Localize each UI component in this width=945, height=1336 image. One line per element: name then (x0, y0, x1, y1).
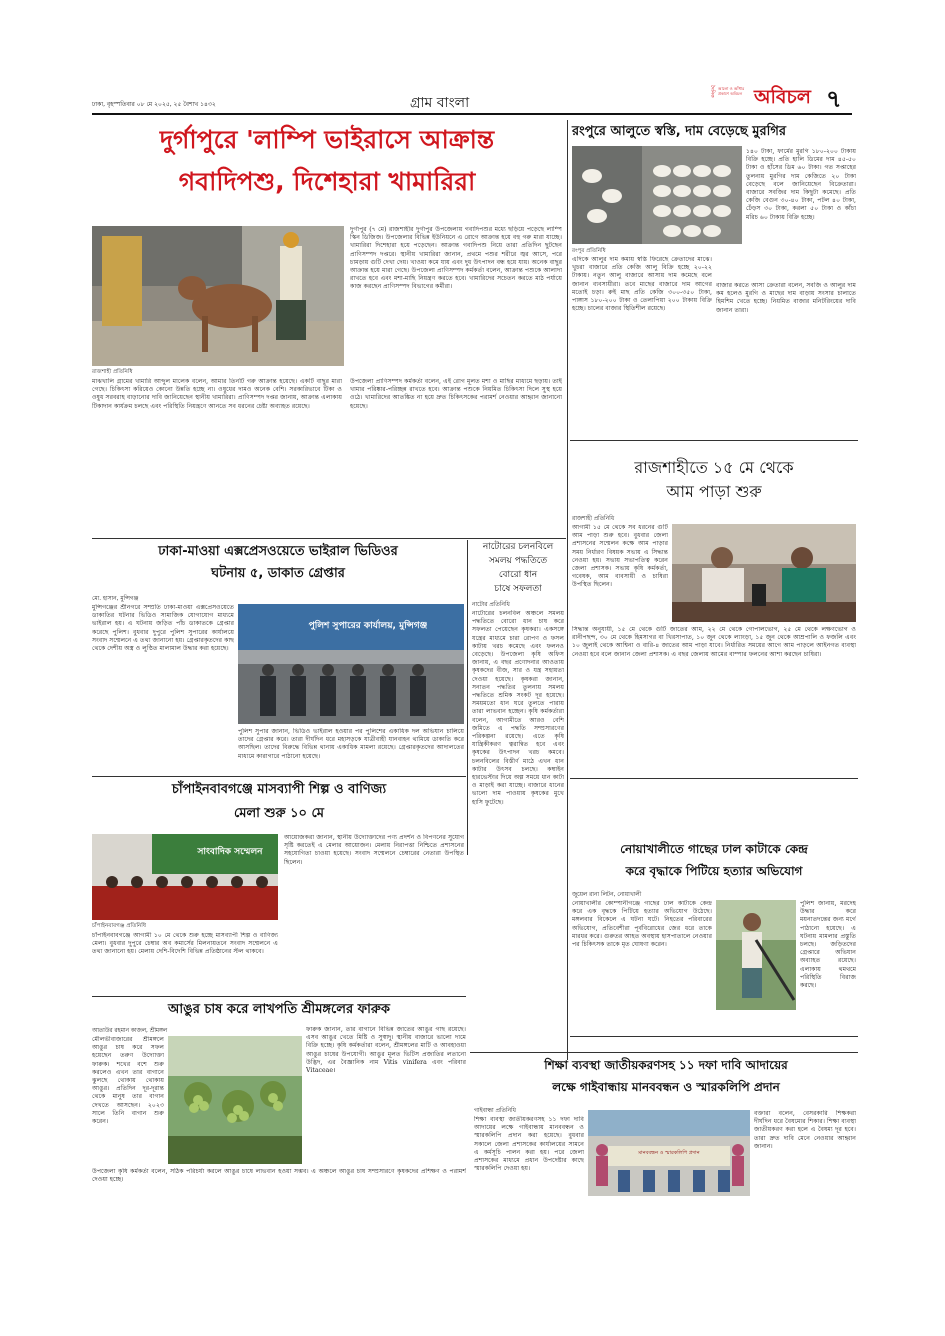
header-section-title: গ্রাম বাংলা (410, 95, 470, 111)
noakhali-body-right: পুলিশ জানায়, মরদেহ উদ্ধার করে ময়নাতদন্তের জন্য মর্গে পাঠানো হয়েছে। এ ঘটনায় মামলার প্রস্তুতি চলছে। জড়িতদের গ্রেপ্তারে অভিযান অব্যাহত রয়েছে। এলাকায় থমথমে পরিস্থিতি বিরাজ করছে। (800, 900, 856, 990)
lead-photo-credit: রাজশাহী প্রতিনিধি (92, 369, 133, 375)
noakhali-body-left: নোয়াখালীর কোম্পানীগঞ্জে গাছের ঢাল কাটাকে কেন্দ্র করে এক বৃদ্ধকে পিটিয়ে হত্যার অভিযোগ উঠেছে। মঙ্গলবার বিকেলে এ ঘটনা ঘটে। নিহতের পরিবারের অভিযোগ, প্রতিবেশীরা পূর্ববিরোধের জের ধরে তাকে মারধর করে। গুরুতর আহত অবস্থায় হাসপাতালে নেওয়ার পর চিকিৎসক তাকে মৃত ঘোষণা করেন। (572, 900, 712, 949)
noakhali-credit: জুয়েল রানা লিটন, নোয়াখালী (572, 892, 642, 898)
rangpur-body-right: বাজার করতে আসা ক্রেতারা বলেন, সবজি ও আলুর দাম কম হলেও মুরগি ও মাছের দাম বাড়ায় সংসার চালাতে হিমশিম খেতে হচ্ছে। নিয়মিত বাজার মনিটরিংয়ের দাবি জানান তারা। (716, 282, 856, 314)
education-body-right: বক্তারা বলেন, বেসরকারি শিক্ষকরা দীর্ঘদিন ধরে বৈষম্যের শিকার। শিক্ষা ব্যবস্থা জাতীয়করণ করা হলে এ বৈষম্য দূর হবে। তারা দ্রুত দাবি মেনে নেওয়ার আহ্বান জানান। (754, 1110, 856, 1150)
rajshahi-photo-meeting (672, 524, 856, 622)
header-dateline: ঢাকা, বৃহস্পতিবার ০৮ মে ২০২৫, ২৫ বৈশাখ ১৪৩২ (92, 101, 216, 108)
education-photo-human-chain (588, 1110, 750, 1196)
noakhali-headline-line-2: করে বৃদ্ধাকে পিটিয়ে হত্যার অভিযোগ (625, 864, 803, 878)
logo-tag: আলো ও আঁধার প্রকাশে অবিচল (718, 86, 745, 96)
grape-body-bottom: উপজেলা কৃষি কর্মকর্তা বলেন, সঠিক পরিচর্যা করলে আঙুর চাষে লাভবান হওয়া সম্ভব। এ অঞ্চলে আঙুর চাষ সম্প্রসারণে কৃষকদের প্রশিক্ষণ ও পরামর্শ দেওয়া হচ্ছে। (92, 1168, 466, 1184)
dhaka-mawa-body-right: পুলিশ সুপার জানান, ভিডিও ভাইরাল হওয়ার পর পুলিশের একাধিক দল অভিযান চালিয়ে তাদের গ্রেপ্তার করে। তারা দীর্ঘদিন ধরে মহাসড়কে যাত্রীবাহী যানবাহন থামিয়ে ডাকাতি করে আসছিল। তাদের বিরুদ্ধে বিভিন্ন থানায় একাধিক মামলা রয়েছে। গ্রেপ্তারকৃতদের আদালতের মাধ্যমে কারাগারে পাঠানো হয়েছে। (238, 728, 464, 760)
grape-body-right: ফারুক জানান, তার বাগানে বিভিন্ন জাতের আঙুর গাছ রয়েছে। এসব আঙুর খেতে মিষ্টি ও সুস্বাদু। স্থানীয় বাজারে ভালো দামে বিক্রি হচ্ছে। কৃষি কর্মকর্তারা বলেন, শ্রীমঙ্গলের মাটি ও আবহাওয়া আঙুর চাষের উপযোগী। আঙুর মূলত ভিটিস প্রজাতির লতানো উদ্ভিদ, এর বৈজ্ঞানিক নাম Vitis vinifera এবং পরিবার Vitaceae। (306, 1026, 466, 1075)
grape-photo-vine (168, 1036, 302, 1164)
natore-headline-3: বোরো ধান (498, 570, 538, 580)
lead-body-right: দুর্গাপুর (৭ মে) রাজশাহীর দুর্গাপুর উপজেলায় গবাদিপশুর মধ্যে ছড়িয়ে পড়েছে লাম্পি স্কিন ডিজিজ। উপজেলার বিভিন্ন ইউনিয়নে এ রোগে আক্রান্ত হয়ে বহু গরু মারা যাচ্ছে। খামারিরা দিশেহারা হয়ে পড়েছেন। আক্রান্ত গবাদিপশু নিয়ে তারা প্রতিদিন ছুটছেন প্রাণিসম্পদ দপ্তরে। স্থানীয় খামারিরা জানান, প্রথমে পশুর শরীরে জ্বর আসে, পরে চামড়ায় গুটি দেখা দেয়। খাওয়া কমে যায় এবং দুধ উৎপাদন বন্ধ হয়ে যায়। অনেক বাছুর আক্রান্ত হয়ে মারা গেছে। উপজেলা প্রাণিসম্পদ কর্মকর্তা বলেন, আক্রান্ত পশুকে আলাদা রাখতে হবে এবং মশা-মাছি নিয়ন্ত্রণ করতে হবে। খামারিদের সচেতন করতে মাঠ পর্যায়ে কাজ করছেন প্রাণিসম্পদ বিভাগের কর্মীরা। (350, 226, 562, 291)
vertical-rule-main (567, 120, 568, 1060)
human-chain-banner: মানববন্ধন ও স্মারকলিপি প্রদান (638, 1150, 700, 1156)
rule-under-noakhali (570, 1036, 858, 1037)
rule-under-rangpur (570, 440, 858, 441)
dhaka-mawa-photo-arrested (238, 604, 464, 724)
grape-body-left: মৌলভীবাজারের শ্রীমঙ্গলে আঙুর চাষ করে সফল হয়েছেন তরুণ উদ্যোক্তা ফারুক। শখের বশে শুরু করলেও এখন তার বাগানে ঝুলছে থোকায় থোকায় আঙুর। প্রতিদিন দূর-দূরান্ত থেকে মানুষ তার বাগান দেখতে আসছেন। ২০২৩ সালে তিনি বাগান শুরু করেন। (92, 1036, 164, 1126)
header-rule (92, 113, 852, 115)
natore-headline-2: সমলয় পদ্ধতিতে (488, 556, 548, 566)
dhaka-mawa-body-left: মুন্সিগঞ্জের শ্রীনগরে সম্প্রতি ঢাকা-মাওয়া এক্সপ্রেসওয়েতে ডাকাতির ঘটনার ভিডিও সামাজিক যোগাযোগ মাধ্যমে ভাইরাল হয়। এ ঘটনায় জড়িত পাঁচ ডাকাতকে গ্রেপ্তার করেছে পুলিশ। বুধবার দুপুরে পুলিশ সুপারের কার্যালয়ে সংবাদ সম্মেলনে এ তথ্য জানানো হয়। গ্রেপ্তারকৃতদের কাছ থেকে দেশীয় অস্ত্র ও লুণ্ঠিত মালামাল উদ্ধার করা হয়েছে। (92, 604, 234, 653)
masthead-logo (708, 83, 818, 111)
education-headline-line-1: শিক্ষা ব্যবস্থা জাতীয়করণসহ ১১ দফা দাবি আদায়ের (544, 1058, 788, 1072)
rajshahi-body-bottom: সিদ্ধান্ত অনুযায়ী, ১৫ মে থেকে গুটি জাতের আম, ২২ মে থেকে গোপালভোগ, ২৫ মে থেকে লক্ষণভোগ ও রানীপছন্দ, ৩০ মে থেকে হিমসাগর বা খিরসাপাত, ১০ জুন থেকে ল্যাংড়া, ১৫ জুন থেকে আম্রপালি ও ফজলি এবং ১০ জুলাই থেকে আশ্বিনা ও বারি-৪ জাতের আম পাড়া যাবে। নির্ধারিত সময়ের আগে আম পাড়লে আইনগত ব্যবস্থা নেওয়া হবে বলে জানান জেলা প্রশাসক। এ বছর জেলায় আমের বাম্পার ফলনের আশা করছেন চাষিরা। (572, 626, 856, 658)
grape-headline: আঙুর চাষ করে লাখপতি শ্রীমঙ্গলের ফারুক (168, 1002, 390, 1017)
education-body-left: শিক্ষা ব্যবস্থা জাতীয়করণসহ ১১ দফা দাবি আদায়ের লক্ষে গাইবান্ধায় মানববন্ধন ও স্মারকলিপি প্রদান করা হয়েছে। বুধবার সকালে জেলা প্রশাসকের কার্যালয়ের সামনে এ কর্মসূচি পালন করা হয়। পরে জেলা প্রশাসকের মাধ্যমে প্রধান উপদেষ্টার কাছে স্মারকলিপি দেওয়া হয়। (474, 1116, 584, 1173)
press-conference-banner: সাংবাদিক সম্মেলন (197, 847, 263, 857)
rule-under-lead (92, 538, 566, 539)
rajshahi-body-left: আগামী ১৫ মে থেকে সব ধরনের গুটি আম পাড়া শুরু হবে। বুধবার জেলা প্রশাসনের সম্মেলন কক্ষে আম পাড়ার সময় নির্ধারণ বিষয়ক সভায় এ সিদ্ধান্ত নেওয়া হয়। সভায় সভাপতিত্ব করেন জেলা প্রশাসক। সভায় কৃষি কর্মকর্তা, গবেষক, আম ব্যবসায়ী ও চাষিরা উপস্থিত ছিলেন। (572, 524, 668, 589)
police-office-sign: পুলিশ সুপারের কার্যালয়, মুন্সিগঞ্জ (308, 621, 428, 631)
natore-credit: নাটোর প্রতিনিধি (472, 602, 510, 608)
education-headline-line-2: লক্ষে গাইবান্ধায় মানববন্ধন ও স্মারকলিপি প্রদান (552, 1080, 780, 1094)
rule-education-top (470, 1052, 858, 1053)
natore-headline-4: চাষে সফলতা (494, 584, 542, 594)
lead-body-bottom-left: মাঝখালি গ্রামের খামারি আব্দুল মালেক বলেন, আমার তিনটি গরু আক্রান্ত হয়েছে। একটি বাছুর মারা গেছে। চিকিৎসা করিয়েও কোনো উন্নতি হচ্ছে না। ওষুধের দামও অনেক বেশি। সরকারিভাবে টিকা ও ওষুধ সরবরাহ বাড়ানোর দাবি জানিয়েছেন স্থানীয় খামারিরা। প্রাণিসম্পদ দপ্তর জানায়, আক্রান্ত এলাকায় টিকাদান কার্যক্রম চলছে এবং পরিস্থিতি নিয়ন্ত্রণে আনতে সব ধরনের চেষ্টা অব্যাহত রয়েছে। (92, 378, 342, 410)
natore-headline-1: নাটোরের চলনবিলে (482, 542, 554, 552)
noakhali-photo-man (716, 900, 796, 1010)
grape-credit: আতাউর রহমান কাজল, শ্রীমঙ্গল (92, 1028, 168, 1034)
rangpur-body-top: ১৪০ টাকা, ফার্মের মুরগি ১৮০-২০০ টাকায় বিক্রি হচ্ছে। প্রতি হালি ডিমের দাম ৪৫-৫০ টাকা ও হাঁসের ডিম ৬০ টাকা। গত সপ্তাহের তুলনায় মুরগির দাম কেজিতে ২০ টাকা বেড়েছে বলে জানিয়েছেন বিক্রেতারা। বাজারে সবজির দাম কিছুটা কমেছে। প্রতি কেজি বেগুন ৩০-৪০ টাকা, পটল ৪০ টাকা, ঢেঁড়স ৩০ টাকা, করলা ৫০ টাকা ও কাঁচা মরিচ ৬০ টাকায় বিক্রি হচ্ছে। (746, 148, 856, 221)
rajshahi-headline-line-2: আম পাড়া শুরু (666, 482, 762, 501)
education-credit: গাইবান্ধা প্রতিনিধি (474, 1108, 516, 1114)
rajshahi-headline-line-1: রাজশাহীতে ১৫ মে থেকে (634, 458, 794, 477)
lead-headline-line-2: গবাদিপশু, দিশেহারা খামারিরা (178, 167, 476, 196)
rangpur-headline: রংপুরে আলুতে স্বস্তি, দাম বেড়েছে মুরগির (572, 124, 787, 139)
page-number: ৭ (826, 84, 842, 113)
dhaka-mawa-credit: মো. হাসান, মুন্সিগঞ্জ (92, 596, 139, 602)
rule-under-dhaka-mawa (92, 776, 466, 777)
rangpur-body-left: এদিকে আলুর দাম কমায় স্বস্তি ফিরেছে ক্রেতাদের মাঝে। খুচরা বাজারে প্রতি কেজি আলু বিক্রি হচ্ছে ২০-২২ টাকায়। নতুন আলু বাজারে আসায় দাম কমেছে বলে জানান ব্যবসায়ীরা। তবে মাছের বাজারে দাম আগের মতোই চড়া। রুই মাছ প্রতি কেজি ৩০০-৩৫০ টাকা, পাঙ্গাস ১৮০-২০০ টাকা ও তেলাপিয়া ২০০ টাকায় বিক্রি হচ্ছে। চালের বাজার স্থিতিশীল রয়েছে। (572, 256, 712, 313)
rule-under-chapai (92, 996, 466, 997)
lead-body-bottom-right: উপজেলা প্রাণিসম্পদ কর্মকর্তা বলেন, এই রোগ মূলত মশা ও মাছির মাধ্যমে ছড়ায়। তাই খামার পরিষ্কার-পরিচ্ছন্ন রাখতে হবে। আক্রান্ত পশুকে নিয়মিত চিকিৎসা দিলে সুস্থ হয়ে ওঠে। খামারিদের আতঙ্কিত না হয়ে দ্রুত চিকিৎসকের পরামর্শ নেওয়ার আহ্বান জানানো হয়েছে। (350, 378, 562, 410)
logo-name: অবিচল (754, 86, 811, 108)
chapai-photo-credit: চাঁপাইনবাবগঞ্জ প্রতিনিধি (92, 923, 147, 929)
chapai-photo-press-conference (92, 834, 278, 920)
chapai-headline-line-1: চাঁপাইনবাবগঞ্জে মাসব্যাপী শিল্প ও বাণিজ্য (171, 782, 387, 797)
lead-photo-cow (92, 226, 344, 366)
lead-headline-line-1: দুর্গাপুরে 'লাম্পি ভাইরাসে আক্রান্ত (159, 125, 495, 154)
chapai-headline-line-2: মেলা শুরু ১০ মে (233, 806, 325, 821)
vertical-rule-natore (467, 540, 468, 855)
rangpur-photo-credit: রংপুর প্রতিনিধি (572, 248, 606, 254)
logo-small-text: দৈনিক (709, 85, 715, 98)
natore-body: নাটোরের চলনবিল অঞ্চলে সমলয় পদ্ধতিতে বোরো ধান চাষ করে সফলতা পেয়েছেন কৃষকরা। একসঙ্গে যন্ত্রের মাধ্যমে চারা রোপণ ও ফসল কাটায় খরচ কমেছে এবং ফলনও বেড়েছে। উপজেলা কৃষি অফিস জানায়, এ বছর প্রণোদনার আওতায় কৃষকদের বীজ, সার ও যন্ত্র সহায়তা দেওয়া হয়েছে। কৃষকরা জানান, সনাতন পদ্ধতির তুলনায় সমলয় পদ্ধতিতে শ্রমিক সংকট দূর হয়েছে। সময়মতো ধান ঘরে তুলতে পারায় তারা লাভবান হচ্ছেন। কৃষি কর্মকর্তারা বলেন, আগামীতে আরও বেশি জমিতে এ পদ্ধতি সম্প্রসারণের পরিকল্পনা রয়েছে। এতে কৃষি যান্ত্রিকীকরণ ত্বরান্বিত হবে এবং কৃষকের উৎপাদন খরচ কমবে। চলনবিলের বিস্তীর্ণ মাঠে এখন ধান কাটার উৎসব চলছে। কম্বাইন হারভেস্টার দিয়ে অল্প সময়ে ধান কাটা ও মাড়াই করা যাচ্ছে। বাজারে ধানের ভালো দাম পাওয়ায় কৃষকের মুখে হাসি ফুটেছে। (472, 610, 564, 806)
rule-under-rajshahi (570, 778, 858, 779)
noakhali-headline-line-1: নোয়াখালীতে গাছের ঢাল কাটাকে কেন্দ্র (620, 842, 808, 856)
dhaka-mawa-headline-line-1: ঢাকা-মাওয়া এক্সপ্রেসওয়েতে ভাইরাল ভিডিওর (158, 544, 398, 559)
rangpur-photo-eggs (572, 146, 742, 244)
chapai-body-bottom-left: চাঁপাইনবাবগঞ্জে আগামী ১০ মে থেকে শুরু হচ্ছে মাসব্যাপী শিল্প ও বাণিজ্য মেলা। বুধবার দুপুরে চেম্বার অব কমার্সের মিলনায়তনে সংবাদ সম্মেলনে এ তথ্য জানানো হয়। মেলায় দেশি-বিদেশি বিভিন্ন প্রতিষ্ঠানের স্টল থাকবে। (92, 932, 278, 956)
rajshahi-credit: রাজশাহী প্রতিনিধি (572, 516, 615, 522)
chapai-body-right: আয়োজকরা জানান, স্থানীয় উদ্যোক্তাদের পণ্য প্রদর্শন ও বিপণনের সুযোগ সৃষ্টি করতেই এ মেলার আয়োজন। মেলায় নিরাপত্তা নিশ্চিতে প্রশাসনের সহযোগিতা চাওয়া হয়েছে। সংবাদ সম্মেলনে চেম্বারের নেতারা উপস্থিত ছিলেন। (284, 834, 464, 866)
dhaka-mawa-headline-line-2: ঘটনায় ৫, ডাকাত গ্রেপ্তার (211, 566, 345, 581)
